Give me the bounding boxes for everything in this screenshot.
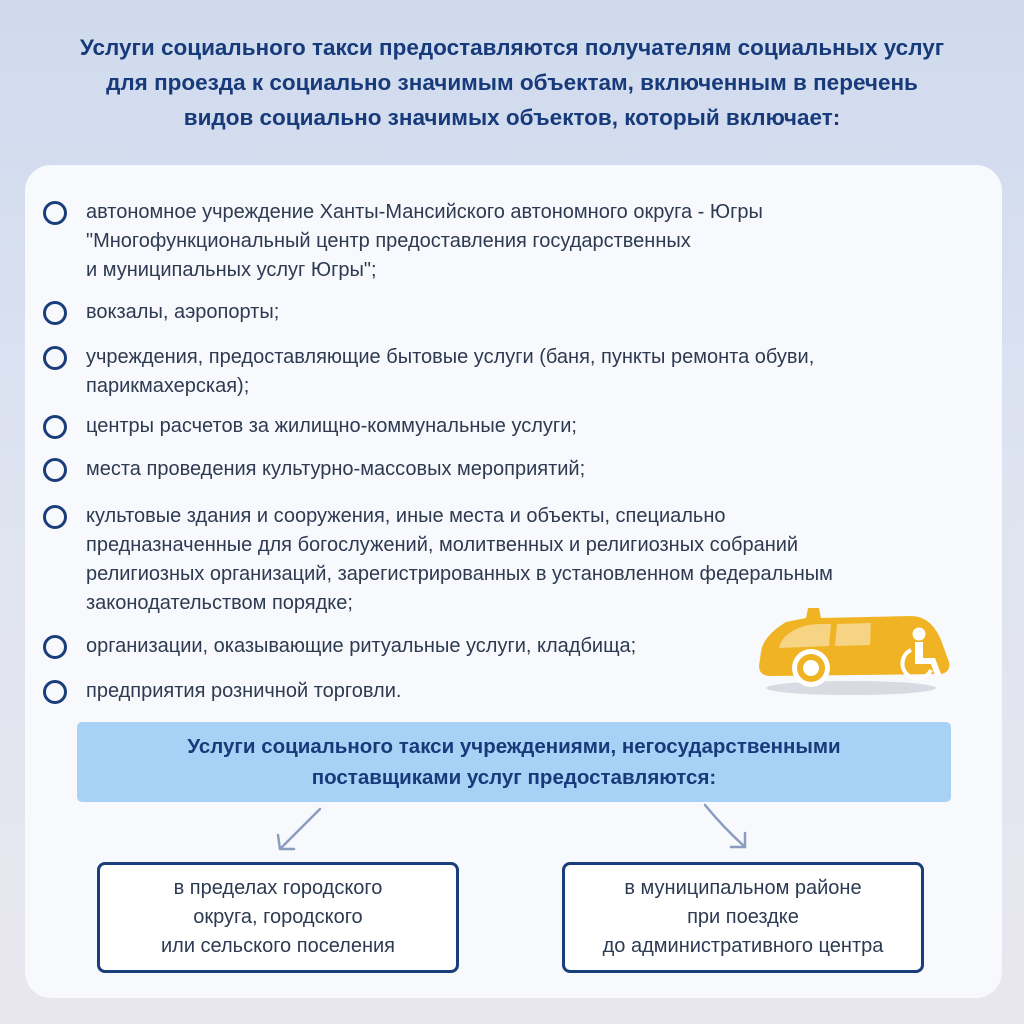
banner-line-2: поставщиками услуг предоставляются: — [311, 766, 717, 789]
arrow-down-left-icon — [270, 805, 330, 857]
circle-bullet-icon — [43, 346, 67, 370]
circle-bullet-icon — [43, 505, 67, 529]
list-item-text: вокзалы, аэропорты; — [86, 301, 280, 323]
option-text-left: в пределах городского округа, городского или сельского поселения — [160, 877, 395, 957]
list-item-text: предприятия розничной торговли. — [86, 680, 402, 702]
banner-line-1: Услуги социального такси учреждениями, негосударственными — [187, 735, 841, 758]
list-item-text: центры расчетов за жилищно-коммунальные услуги; — [86, 415, 577, 437]
list-item — [43, 412, 577, 441]
info-banner — [77, 722, 951, 802]
content-card — [25, 165, 1002, 998]
list-item — [43, 455, 585, 484]
option-box-right — [562, 862, 924, 973]
list-item — [43, 298, 279, 327]
circle-bullet-icon — [43, 635, 67, 659]
taxi-wheelchair-icon — [751, 600, 961, 700]
page-title — [0, 30, 1024, 135]
list-item-text: культовые здания и сооружения, иные места и объекты, специально предназначенные для богослужений, молитвенных и религиозных собраний религиозных организаций, зарегистрированных в установленном федеральным законодательством порядке; — [86, 505, 833, 614]
title-line-3: видов социально значимых объектов, который включает: — [183, 105, 841, 130]
title-line-2: для проезда к социально значимым объектам, включенным в перечень — [106, 70, 918, 95]
circle-bullet-icon — [43, 415, 67, 439]
list-item — [43, 632, 636, 661]
list-item-text: места проведения культурно-массовых мероприятий; — [86, 458, 586, 480]
list-item — [43, 198, 763, 285]
option-box-left — [97, 862, 459, 973]
list-item-text: учреждения, предоставляющие бытовые услуги (баня, пункты ремонта обуви, парикмахерская); — [86, 346, 815, 397]
list-item — [43, 502, 833, 618]
list-item — [43, 677, 401, 706]
circle-bullet-icon — [43, 458, 67, 482]
option-text-right: в муниципальном районе при поездке до административного центра — [602, 877, 884, 957]
list-item — [43, 343, 814, 401]
list-item-text: организации, оказывающие ритуальные услуги, кладбища; — [86, 635, 637, 657]
circle-bullet-icon — [43, 301, 67, 325]
list-item-text: автономное учреждение Ханты-Мансийского автономного округа - Югры "Многофункциональный центр предоставления государственных и муниципальных услуг Югры"; — [86, 201, 763, 281]
arrow-down-right-icon — [697, 801, 757, 857]
circle-bullet-icon — [43, 201, 67, 225]
circle-bullet-icon — [43, 680, 67, 704]
title-line-1: Услуги социального такси предоставляются получателям социальных услуг — [79, 35, 945, 60]
